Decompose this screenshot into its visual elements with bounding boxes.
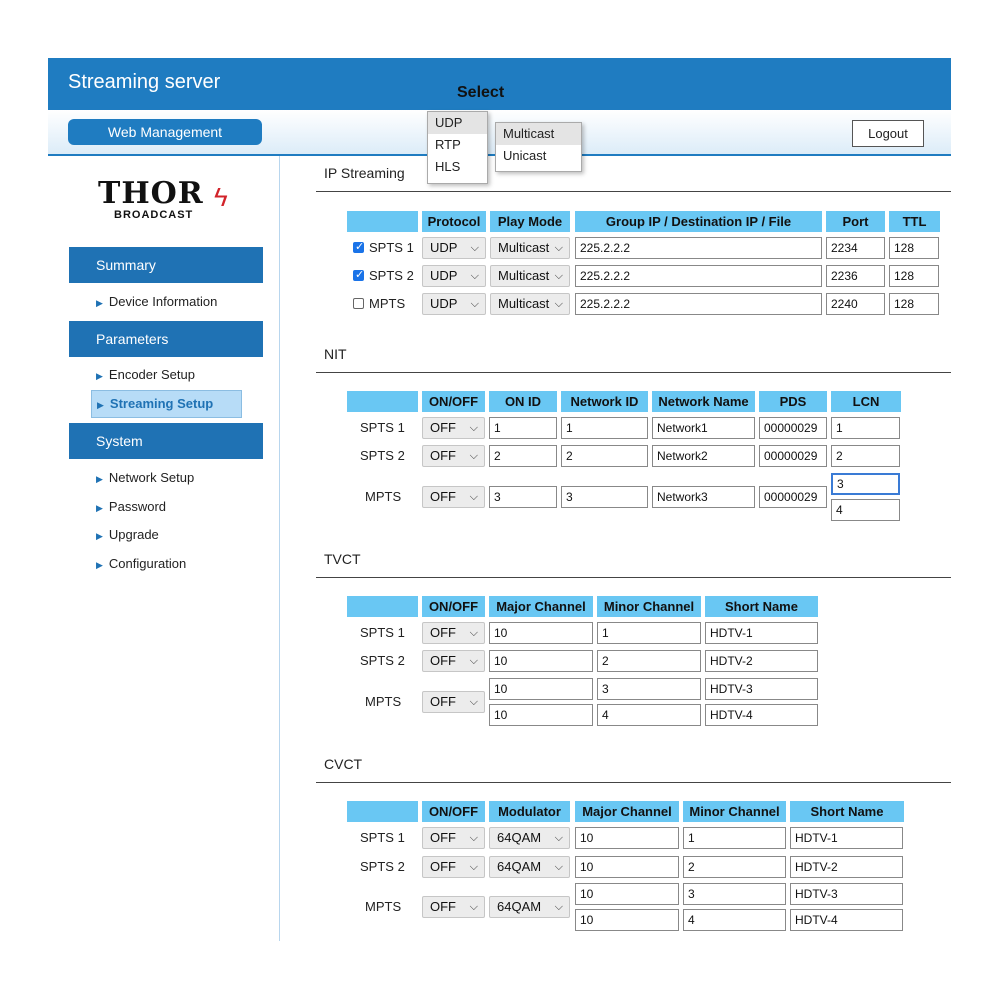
- select-value: 64QAM: [497, 859, 542, 874]
- row-label: MPTS: [365, 899, 402, 914]
- network-name-input[interactable]: Network1: [652, 417, 755, 439]
- select-value: OFF: [430, 694, 456, 709]
- nav-item-label: Password: [108, 499, 166, 514]
- major-channel-input[interactable]: 10: [575, 909, 679, 931]
- logo-text: THOR: [98, 176, 204, 211]
- chevron-down-icon: ⌵: [469, 832, 478, 844]
- section-divider: [316, 191, 951, 192]
- lcn-input-focused[interactable]: 3: [831, 473, 900, 495]
- destination-input[interactable]: 225.2.2.2: [575, 237, 822, 259]
- nav-item-password[interactable]: [96, 499, 166, 514]
- modulator-select[interactable]: [489, 896, 570, 918]
- major-channel-input[interactable]: 10: [489, 622, 593, 644]
- onoff-select[interactable]: [422, 896, 485, 918]
- column-header-onoff: ON/OFF: [422, 596, 485, 617]
- nav-item-label: Upgrade: [108, 527, 159, 542]
- column-header-port: Port: [826, 211, 885, 232]
- chevron-down-icon: ⌵: [469, 450, 478, 462]
- minor-channel-input[interactable]: 4: [597, 704, 701, 726]
- arrow-right-icon: ▶: [96, 531, 103, 541]
- select-value: 64QAM: [497, 830, 542, 845]
- column-header: [347, 801, 418, 822]
- on-id-input[interactable]: 2: [489, 445, 557, 467]
- network-id-input[interactable]: 3: [561, 486, 648, 508]
- lcn-input[interactable]: 2: [831, 445, 900, 467]
- mpts-checkbox[interactable]: [353, 298, 364, 309]
- column-header-lcn: LCN: [831, 391, 901, 412]
- chevron-down-icon: ⌵: [469, 696, 478, 708]
- column-header-minor-channel: Minor Channel: [683, 801, 786, 822]
- network-name-input[interactable]: Network2: [652, 445, 755, 467]
- port-input[interactable]: 2236: [826, 265, 885, 287]
- select-value: UDP: [430, 296, 458, 311]
- section-title-cvct: CVCT: [324, 756, 363, 772]
- select-value: OFF: [430, 859, 456, 874]
- ttl-input[interactable]: 128: [889, 293, 939, 315]
- modulator-select[interactable]: [489, 827, 570, 849]
- lcn-input[interactable]: 1: [831, 417, 900, 439]
- chevron-down-icon: ⌵: [470, 242, 479, 254]
- row-label: SPTS 2: [360, 448, 405, 463]
- spts2-checkbox[interactable]: [353, 270, 364, 281]
- arrow-right-icon: ▶: [96, 298, 103, 308]
- minor-channel-input[interactable]: 1: [683, 827, 786, 849]
- select-value: OFF: [430, 830, 456, 845]
- row-label: SPTS 1: [369, 240, 414, 255]
- pds-input[interactable]: 00000029: [759, 486, 827, 508]
- short-name-input[interactable]: HDTV-2: [790, 856, 903, 878]
- short-name-input[interactable]: HDTV-3: [705, 678, 818, 700]
- column-header-modulator: Modulator: [489, 801, 570, 822]
- column-header-network-name: Network Name: [652, 391, 755, 412]
- row-label: SPTS 2: [360, 653, 405, 668]
- select-value: OFF: [430, 653, 456, 668]
- play-mode-select[interactable]: [490, 265, 570, 287]
- dropdown-option-hls[interactable]: HLS: [435, 159, 461, 174]
- column-header-ttl: TTL: [889, 211, 940, 232]
- nav-item-label: Network Setup: [108, 470, 195, 485]
- row-label: SPTS 1: [360, 420, 405, 435]
- nav-item-network-setup[interactable]: [96, 470, 194, 485]
- chevron-down-icon: ⌵: [470, 298, 479, 310]
- arrow-right-icon: ▶: [96, 371, 103, 381]
- column-header: [347, 596, 418, 617]
- select-value: OFF: [430, 625, 456, 640]
- row-label: SPTS 1: [360, 625, 405, 640]
- chevron-down-icon: ⌵: [469, 627, 478, 639]
- ttl-input[interactable]: 128: [889, 237, 939, 259]
- thor-broadcast-logo: [96, 176, 236, 226]
- chevron-down-icon: ⌵: [469, 491, 478, 503]
- protocol-select[interactable]: [422, 265, 486, 287]
- row-label: MPTS: [365, 489, 402, 504]
- short-name-input[interactable]: HDTV-3: [790, 883, 903, 905]
- onoff-select[interactable]: [422, 486, 485, 508]
- minor-channel-input[interactable]: 1: [597, 622, 701, 644]
- major-channel-input[interactable]: 10: [489, 650, 593, 672]
- protocol-dropdown-list[interactable]: [427, 111, 488, 184]
- minor-channel-input[interactable]: 2: [597, 650, 701, 672]
- short-name-input[interactable]: HDTV-4: [705, 704, 818, 726]
- column-header-on-id: ON ID: [489, 391, 557, 412]
- select-value: OFF: [430, 420, 456, 435]
- column-header-network-id: Network ID: [561, 391, 648, 412]
- nav-section-parameters[interactable]: Parameters: [69, 321, 263, 357]
- destination-input[interactable]: 225.2.2.2: [575, 265, 822, 287]
- column-header-major-channel: Major Channel: [575, 801, 679, 822]
- port-input[interactable]: 2240: [826, 293, 885, 315]
- chevron-down-icon: ⌵: [469, 422, 478, 434]
- minor-channel-input[interactable]: 4: [683, 909, 786, 931]
- column-header-short-name: Short Name: [790, 801, 904, 822]
- select-value: Multicast: [498, 240, 550, 255]
- dropdown-option-udp[interactable]: UDP: [428, 112, 487, 134]
- logout-button[interactable]: Logout: [852, 120, 924, 147]
- nav-item-label: Streaming Setup: [109, 396, 214, 411]
- nav-section-system[interactable]: System: [69, 423, 263, 459]
- arrow-right-icon: ▶: [97, 400, 104, 410]
- chevron-down-icon: ⌵: [554, 298, 563, 310]
- column-header-destination: Group IP / Destination IP / File: [575, 211, 822, 232]
- dropdown-option-rtp[interactable]: RTP: [435, 137, 461, 152]
- select-value: OFF: [430, 489, 456, 504]
- onoff-select[interactable]: [422, 856, 485, 878]
- chevron-down-icon: ⌵: [554, 832, 563, 844]
- lightning-icon: ϟ: [214, 182, 228, 212]
- chevron-down-icon: ⌵: [554, 270, 563, 282]
- network-id-input[interactable]: 2: [561, 445, 648, 467]
- short-name-input[interactable]: HDTV-2: [705, 650, 818, 672]
- section-divider: [316, 577, 951, 578]
- short-name-input[interactable]: HDTV-1: [790, 827, 903, 849]
- row-label: SPTS 2: [369, 268, 414, 283]
- play-mode-select[interactable]: [490, 237, 570, 259]
- select-value: Multicast: [498, 296, 550, 311]
- protocol-select[interactable]: [422, 237, 486, 259]
- short-name-input[interactable]: HDTV-1: [705, 622, 818, 644]
- play-mode-select[interactable]: [490, 293, 570, 315]
- modulator-select[interactable]: [489, 856, 570, 878]
- nav-item-upgrade[interactable]: [96, 527, 159, 542]
- onoff-select[interactable]: [422, 691, 485, 713]
- minor-channel-input[interactable]: 3: [683, 883, 786, 905]
- column-header-pds: PDS: [759, 391, 827, 412]
- major-channel-input[interactable]: 10: [575, 827, 679, 849]
- select-value: UDP: [430, 240, 458, 255]
- lcn-input[interactable]: 4: [831, 499, 900, 521]
- nav-section-summary[interactable]: Summary: [69, 247, 263, 283]
- select-caption: Select: [457, 84, 505, 101]
- onoff-select[interactable]: [422, 622, 485, 644]
- onoff-select[interactable]: [422, 650, 485, 672]
- nav-item-encoder-setup[interactable]: [96, 367, 195, 382]
- major-channel-input[interactable]: 10: [575, 856, 679, 878]
- app-title: Streaming server: [68, 71, 221, 93]
- row-label: MPTS: [369, 296, 406, 311]
- chevron-down-icon: ⌵: [470, 270, 479, 282]
- major-channel-input[interactable]: 10: [489, 678, 593, 700]
- nav-item-streaming-setup[interactable]: [91, 390, 242, 418]
- section-divider: [316, 782, 951, 783]
- select-value: OFF: [430, 448, 456, 463]
- row-label: MPTS: [365, 694, 402, 709]
- onoff-select[interactable]: [422, 827, 485, 849]
- row-label: SPTS 2: [360, 859, 405, 874]
- column-header-protocol: Protocol: [422, 211, 486, 232]
- chevron-down-icon: ⌵: [469, 901, 478, 913]
- column-header: [347, 211, 418, 232]
- column-header-onoff: ON/OFF: [422, 391, 485, 412]
- play-mode-dropdown-list[interactable]: [495, 122, 582, 172]
- logo-subtext: BROADCAST: [114, 209, 194, 221]
- nav-item-label: Device Information: [108, 294, 218, 309]
- protocol-select[interactable]: [422, 293, 486, 315]
- arrow-right-icon: ▶: [96, 503, 103, 513]
- onoff-select[interactable]: [422, 417, 485, 439]
- minor-channel-input[interactable]: 2: [683, 856, 786, 878]
- nav-item-device-information[interactable]: [96, 294, 217, 309]
- onoff-select[interactable]: [422, 445, 485, 467]
- chevron-down-icon: ⌵: [469, 655, 478, 667]
- column-header-play-mode: Play Mode: [490, 211, 570, 232]
- ttl-input[interactable]: 128: [889, 265, 939, 287]
- network-name-input[interactable]: Network3: [652, 486, 755, 508]
- nav-item-configuration[interactable]: [96, 556, 186, 571]
- row-label: SPTS 1: [360, 830, 405, 845]
- arrow-right-icon: ▶: [96, 474, 103, 484]
- chevron-down-icon: ⌵: [554, 901, 563, 913]
- chevron-down-icon: ⌵: [554, 242, 563, 254]
- column-header-major-channel: Major Channel: [489, 596, 593, 617]
- on-id-input[interactable]: 3: [489, 486, 557, 508]
- arrow-right-icon: ▶: [96, 560, 103, 570]
- chevron-down-icon: ⌵: [554, 861, 563, 873]
- sidebar-divider: [279, 156, 280, 941]
- minor-channel-input[interactable]: 3: [597, 678, 701, 700]
- network-id-input[interactable]: 1: [561, 417, 648, 439]
- pds-input[interactable]: 00000029: [759, 417, 827, 439]
- dropdown-option-unicast[interactable]: Unicast: [503, 148, 547, 163]
- column-header-short-name: Short Name: [705, 596, 818, 617]
- port-input[interactable]: 2234: [826, 237, 885, 259]
- select-value: 64QAM: [497, 899, 542, 914]
- column-header-onoff: ON/OFF: [422, 801, 485, 822]
- destination-input[interactable]: 225.2.2.2: [575, 293, 822, 315]
- select-value: UDP: [430, 268, 458, 283]
- nav-item-label: Encoder Setup: [108, 367, 195, 382]
- pds-input[interactable]: 00000029: [759, 445, 827, 467]
- nav-item-label: Configuration: [108, 556, 187, 571]
- major-channel-input[interactable]: 10: [575, 883, 679, 905]
- section-divider: [316, 372, 951, 373]
- select-value: Multicast: [498, 268, 550, 283]
- column-header-minor-channel: Minor Channel: [597, 596, 701, 617]
- web-management-button[interactable]: Web Management: [68, 119, 262, 145]
- dropdown-option-multicast[interactable]: Multicast: [496, 123, 581, 145]
- spts1-checkbox[interactable]: [353, 242, 364, 253]
- major-channel-input[interactable]: 10: [489, 704, 593, 726]
- short-name-input[interactable]: HDTV-4: [790, 909, 903, 931]
- chevron-down-icon: ⌵: [469, 861, 478, 873]
- select-value: OFF: [430, 899, 456, 914]
- on-id-input[interactable]: 1: [489, 417, 557, 439]
- section-title-ip-streaming: IP Streaming: [324, 165, 405, 181]
- section-title-tvct: TVCT: [324, 551, 361, 567]
- column-header: [347, 391, 418, 412]
- section-title-nit: NIT: [324, 346, 347, 362]
